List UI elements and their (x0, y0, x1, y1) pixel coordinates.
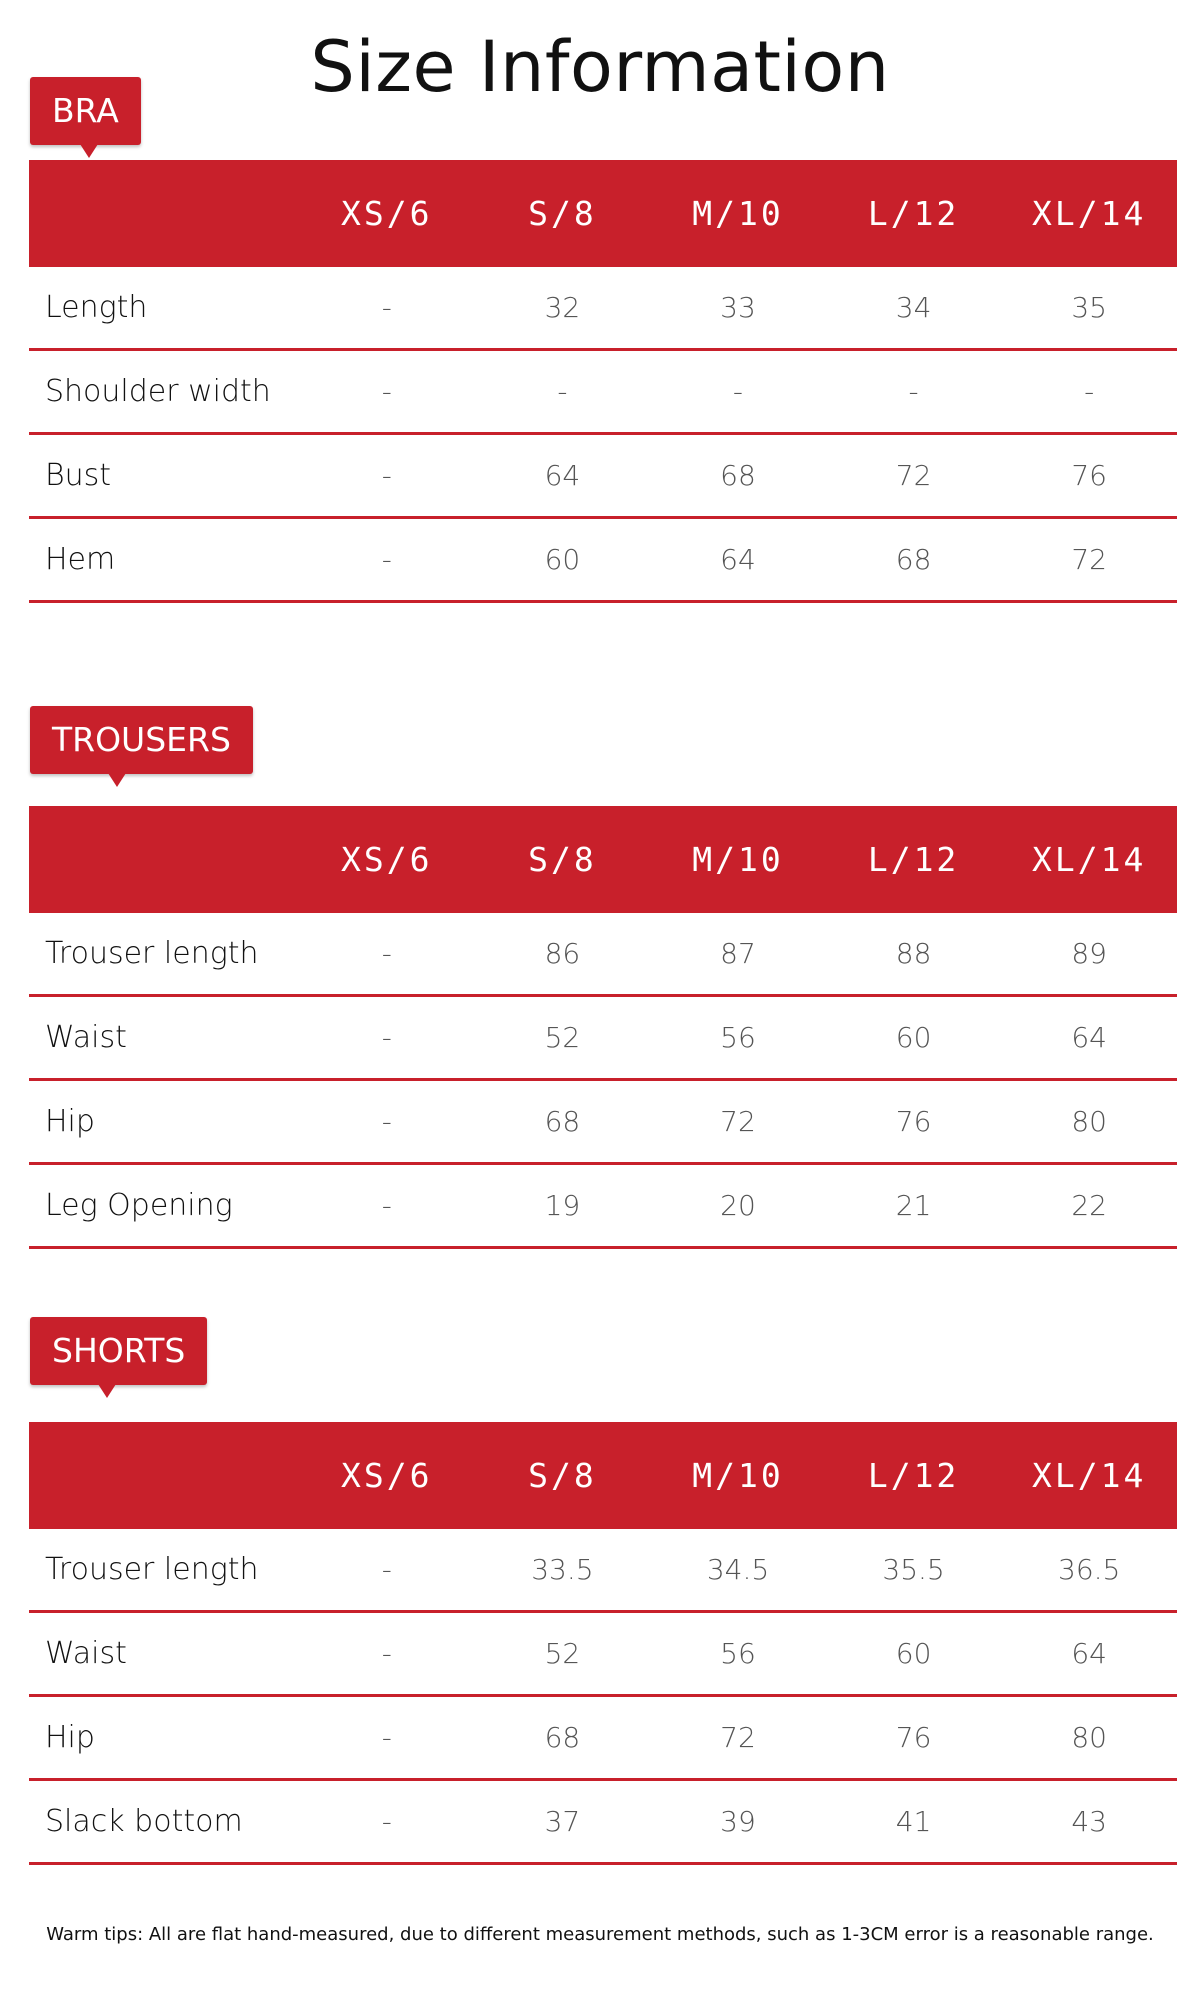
table-row (29, 1696, 1177, 1780)
cell-value: 64 (475, 434, 651, 518)
cell-value: 43 (1001, 1780, 1177, 1864)
cell-value: 68 (826, 518, 1002, 602)
cell-value: 52 (475, 996, 651, 1080)
cell-value: 86 (475, 913, 651, 996)
size-table-shorts (29, 1422, 1177, 1865)
row-label: Waist (29, 1612, 299, 1696)
cell-value: - (1001, 350, 1177, 434)
size-header: S/8 (475, 806, 651, 913)
cell-value: 64 (1001, 996, 1177, 1080)
row-label: Trouser length (29, 913, 299, 996)
cell-value: 36.5 (1001, 1529, 1177, 1612)
cell-value: 64 (650, 518, 826, 602)
cell-value: - (299, 350, 475, 434)
cell-value: 35 (1001, 267, 1177, 350)
cell-value: 68 (650, 434, 826, 518)
table-header-row (29, 160, 1177, 267)
row-label: Waist (29, 996, 299, 1080)
table-row (29, 1529, 1177, 1612)
cell-value: 33 (650, 267, 826, 350)
cell-value: 20 (650, 1164, 826, 1248)
cell-value: 72 (650, 1080, 826, 1164)
cell-value: 52 (475, 1612, 651, 1696)
cell-value: 80 (1001, 1080, 1177, 1164)
cell-value: 89 (1001, 913, 1177, 996)
size-header: XL/14 (1001, 160, 1177, 267)
cell-value: 39 (650, 1780, 826, 1864)
size-table-trousers (29, 806, 1177, 1249)
size-header: M/10 (650, 806, 826, 913)
row-label: Shoulder width (29, 350, 299, 434)
size-table-bra (29, 160, 1177, 603)
row-label: Hip (29, 1080, 299, 1164)
header-corner (29, 806, 299, 913)
size-header: L/12 (826, 806, 1002, 913)
row-label: Bust (29, 434, 299, 518)
cell-value: 34.5 (650, 1529, 826, 1612)
table-row (29, 267, 1177, 350)
table-row (29, 350, 1177, 434)
section-tag-shorts: SHORTS (30, 1317, 207, 1385)
cell-value: 80 (1001, 1696, 1177, 1780)
table-header-row (29, 1422, 1177, 1529)
table-row (29, 1612, 1177, 1696)
cell-value: - (299, 518, 475, 602)
size-header: XS/6 (299, 1422, 475, 1529)
cell-value: 64 (1001, 1612, 1177, 1696)
cell-value: 87 (650, 913, 826, 996)
table-row (29, 996, 1177, 1080)
size-header: S/8 (475, 160, 651, 267)
size-header: XL/14 (1001, 1422, 1177, 1529)
cell-value: - (475, 350, 651, 434)
page-title: Size Information (310, 26, 890, 108)
cell-value: 37 (475, 1780, 651, 1864)
size-header: L/12 (826, 1422, 1002, 1529)
cell-value: 76 (1001, 434, 1177, 518)
cell-value: - (650, 350, 826, 434)
cell-value: 22 (1001, 1164, 1177, 1248)
header-corner (29, 1422, 299, 1529)
cell-value: 60 (826, 996, 1002, 1080)
cell-value: - (299, 434, 475, 518)
row-label: Leg Opening (29, 1164, 299, 1248)
cell-value: 76 (826, 1080, 1002, 1164)
size-header: S/8 (475, 1422, 651, 1529)
size-header: XL/14 (1001, 806, 1177, 913)
cell-value: 68 (475, 1080, 651, 1164)
cell-value: - (299, 996, 475, 1080)
section-tag-trousers: TROUSERS (30, 706, 253, 774)
size-header: XS/6 (299, 806, 475, 913)
cell-value: 72 (650, 1696, 826, 1780)
cell-value: - (299, 267, 475, 350)
table-row (29, 434, 1177, 518)
cell-value: 60 (826, 1612, 1002, 1696)
cell-value: 33.5 (475, 1529, 651, 1612)
row-label: Trouser length (29, 1529, 299, 1612)
row-label: Slack bottom (29, 1780, 299, 1864)
cell-value: - (299, 1780, 475, 1864)
table-row (29, 1780, 1177, 1864)
row-label: Hem (29, 518, 299, 602)
cell-value: 60 (475, 518, 651, 602)
cell-value: 76 (826, 1696, 1002, 1780)
cell-value: 56 (650, 996, 826, 1080)
header-corner (29, 160, 299, 267)
size-header: XS/6 (299, 160, 475, 267)
cell-value: 72 (1001, 518, 1177, 602)
cell-value: 35.5 (826, 1529, 1002, 1612)
cell-value: 56 (650, 1612, 826, 1696)
cell-value: 72 (826, 434, 1002, 518)
cell-value: - (299, 1529, 475, 1612)
warm-tips-note: Warm tips: All are flat hand-measured, due to different measurement methods, such as 1-3CM error is a reasonable range. (46, 1924, 1154, 1945)
cell-value: 34 (826, 267, 1002, 350)
cell-value: 21 (826, 1164, 1002, 1248)
table-row (29, 913, 1177, 996)
cell-value: 32 (475, 267, 651, 350)
cell-value: 41 (826, 1780, 1002, 1864)
cell-value: 19 (475, 1164, 651, 1248)
section-tag-bra: BRA (30, 77, 141, 145)
table-row (29, 1080, 1177, 1164)
row-label: Hip (29, 1696, 299, 1780)
size-header: M/10 (650, 160, 826, 267)
cell-value: 88 (826, 913, 1002, 996)
size-header: M/10 (650, 1422, 826, 1529)
cell-value: - (299, 1696, 475, 1780)
cell-value: - (826, 350, 1002, 434)
table-row (29, 1164, 1177, 1248)
cell-value: - (299, 1164, 475, 1248)
cell-value: - (299, 1612, 475, 1696)
cell-value: - (299, 1080, 475, 1164)
cell-value: - (299, 913, 475, 996)
table-header-row (29, 806, 1177, 913)
table-row (29, 518, 1177, 602)
size-header: L/12 (826, 160, 1002, 267)
cell-value: 68 (475, 1696, 651, 1780)
row-label: Length (29, 267, 299, 350)
